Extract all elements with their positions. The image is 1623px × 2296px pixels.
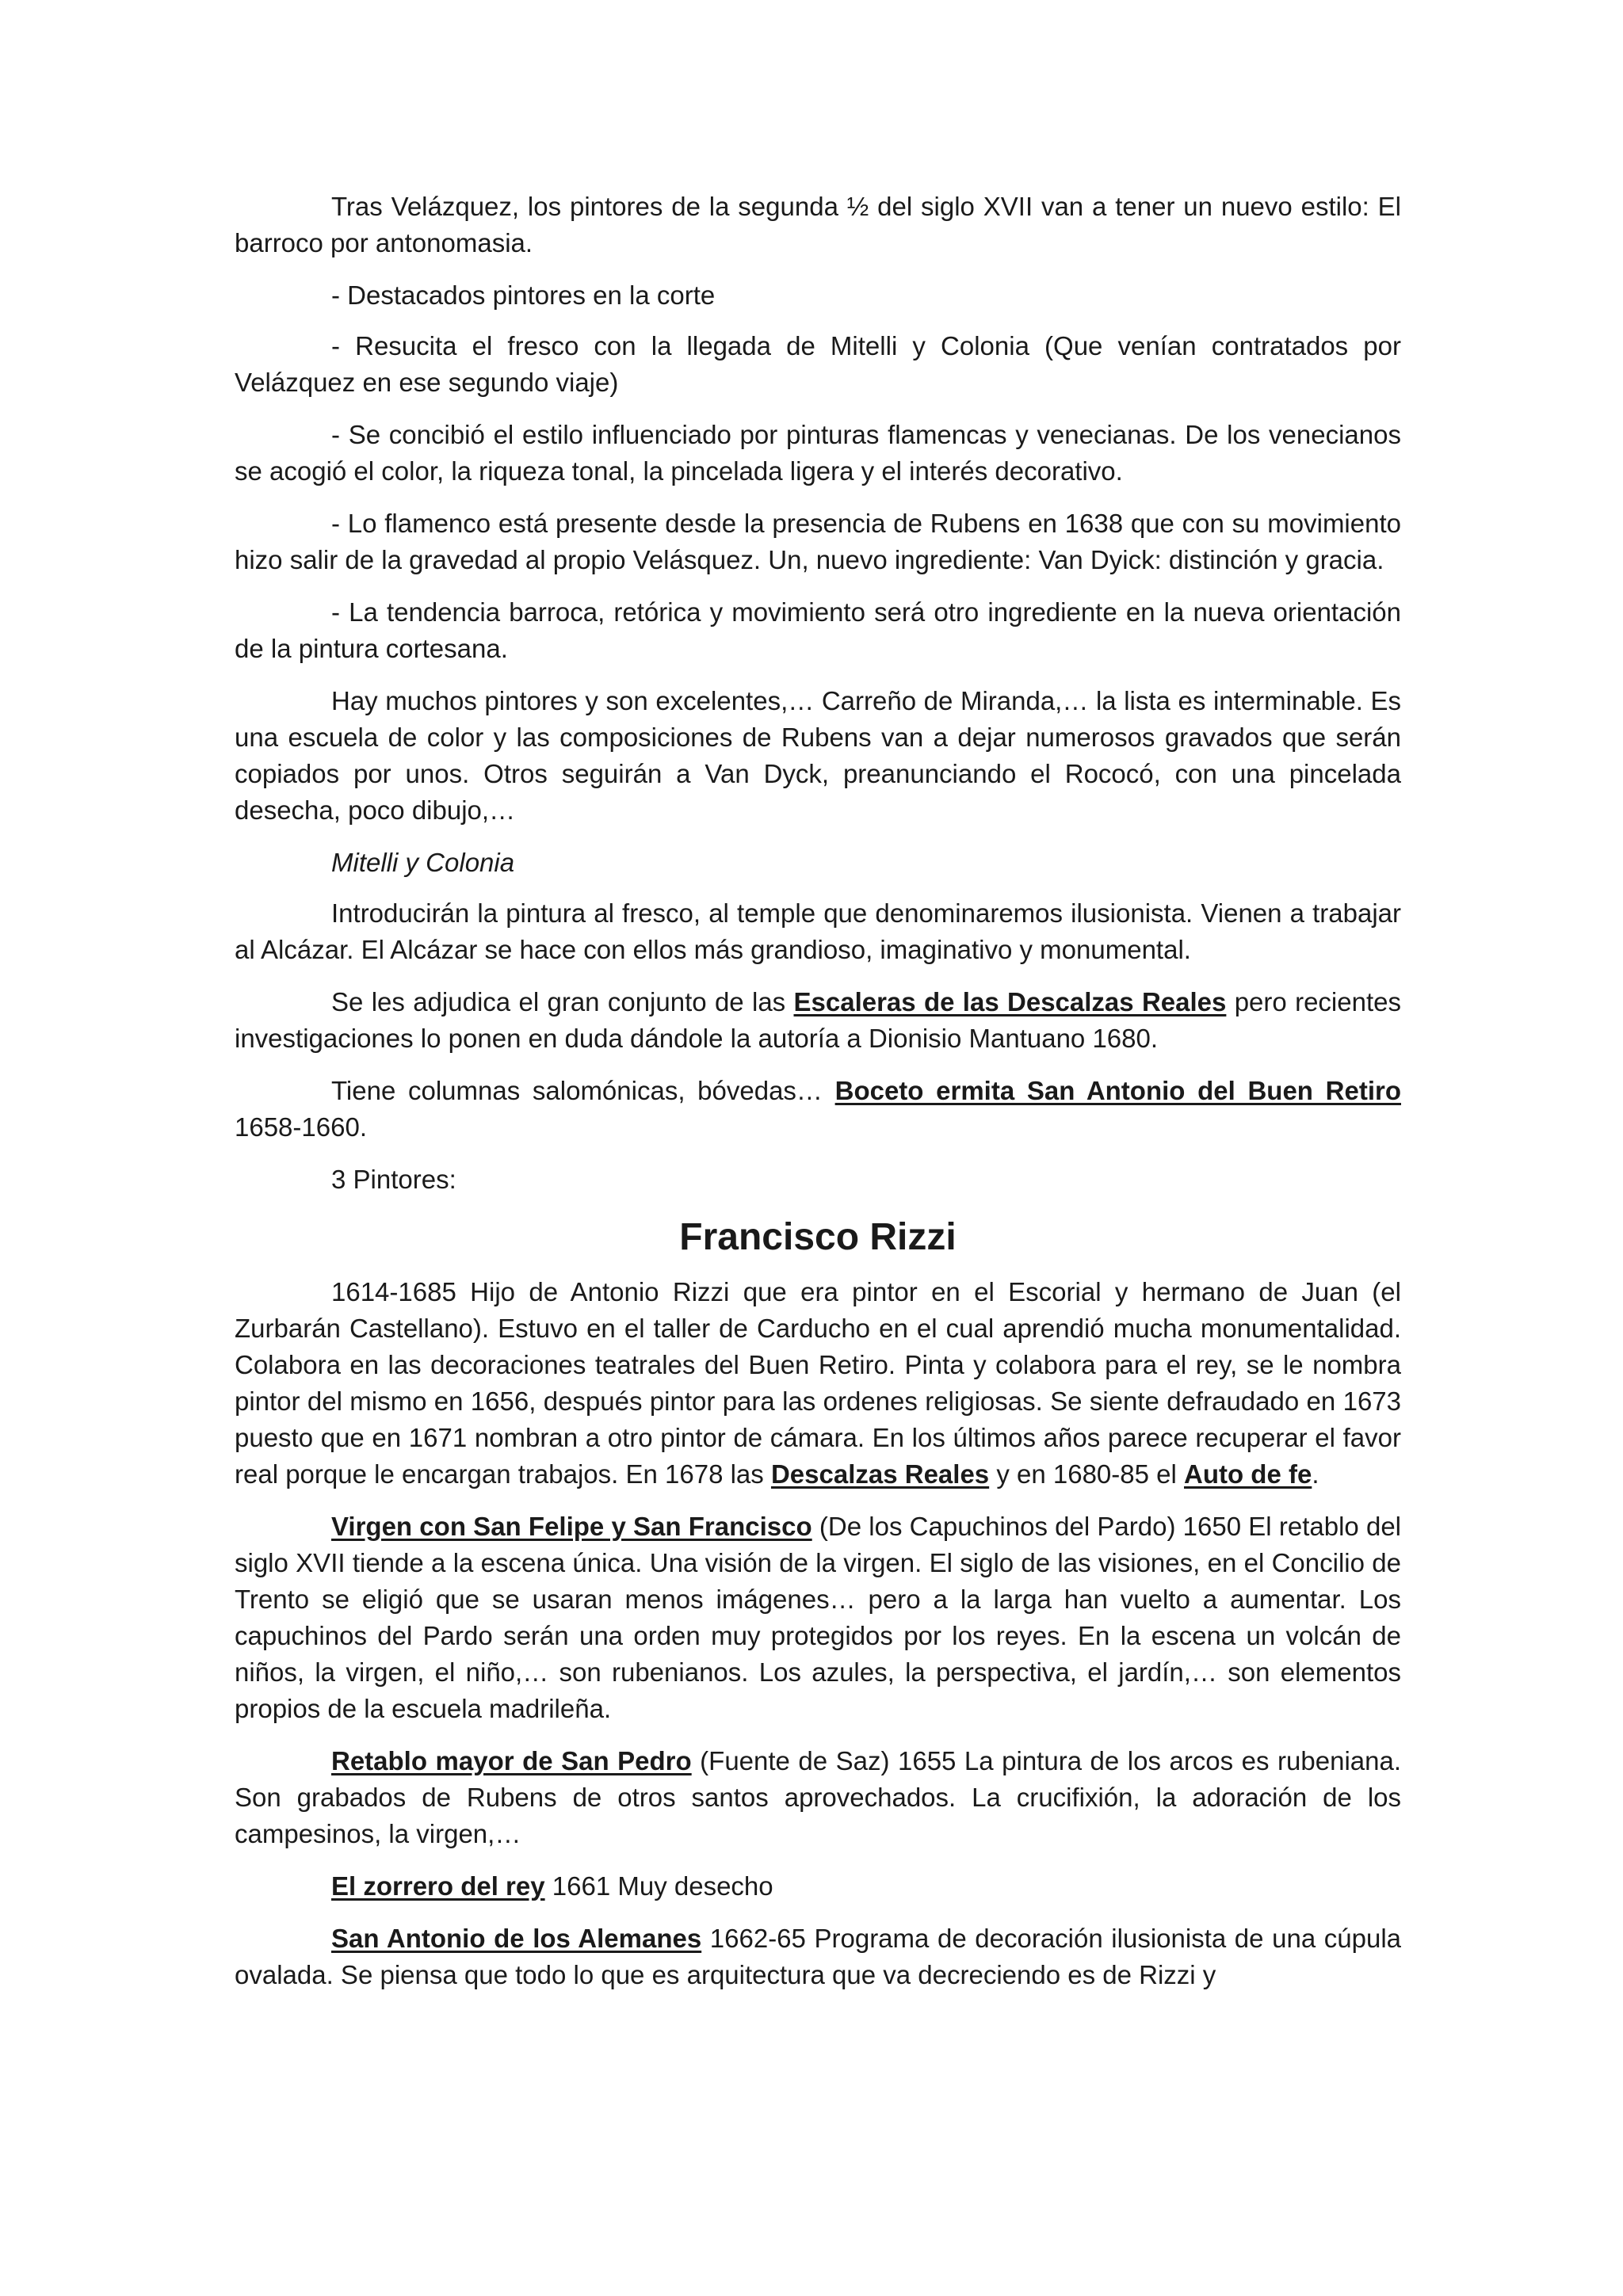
bullet-item: - Destacados pintores en la corte <box>331 280 716 310</box>
text-run: 1658-1660. <box>235 1112 367 1142</box>
bullet-item: - Lo flamenco está presente desde la presencia de Rubens en 1638 que con su movimiento hizo salir de la gravedad al propio Velásquez. Un, nuevo ingrediente: Van Dyick: distinción y gracia. <box>235 509 1401 574</box>
body-paragraph: Hay muchos pintores y son excelentes,… Carreño de Miranda,… la lista es interminable. Es una escuela de color y las composiciones de Rubens van a dejar numerosos gravados que serán copiados por unos. Otros seguirán a Van Dyck, preanunciando el Rococó, con una pincelada desecha, poco dibujo,… <box>235 686 1401 825</box>
intro-paragraph: Tras Velázquez, los pintores de la segunda ½ del siglo XVII van a tener un nuevo estilo: El barroco por antonomasia. <box>235 192 1401 257</box>
artwork-paragraph <box>235 1743 1401 1852</box>
text-run: Se les adjudica el gran conjunto de las <box>331 987 794 1016</box>
text-run: 1661 Muy desecho <box>544 1871 773 1901</box>
body-paragraph <box>235 1073 1401 1146</box>
text-run: . <box>1312 1459 1319 1489</box>
artwork-title: El zorrero del rey <box>331 1871 545 1901</box>
bullet-item: - Se concibió el estilo influenciado por pinturas flamencas y venecianas. De los venecianos se acogió el color, la riqueza tonal, la pincelada ligera y el interés decorativo. <box>235 420 1401 486</box>
artwork-paragraph <box>235 1920 1401 1993</box>
bullet-item: - La tendencia barroca, retórica y movimiento será otro ingrediente en la nueva orientación de la pintura cortesana. <box>235 597 1401 663</box>
text-run: y en 1680-85 el <box>989 1459 1184 1489</box>
artwork-reference: Escaleras de las Descalzas Reales <box>793 987 1227 1016</box>
text-run: 1662-65 Programa de decoración ilusionista de una cúpula ovalada. Se piensa que todo lo que es arquitectura que va decreciendo es de Rizzi y <box>235 1924 1402 1989</box>
text-run: Tiene columnas salomónicas, bóvedas… <box>331 1076 835 1105</box>
artwork-paragraph <box>235 1508 1401 1727</box>
body-paragraph: Introducirán la pintura al fresco, al temple que denominaremos ilusionista. Vienen a trabajar al Alcázar. El Alcázar se hace con ellos más grandioso, imaginativo y monumental. <box>235 898 1401 964</box>
text-run: (De los Capuchinos del Pardo) 1650 El retablo del siglo XVII tiende a la escena única. Una visión de la virgen. El siglo de las visiones, en el Concilio de Trento se eligió que se usaran menos imágenes… pero a la larga han vuelto a aumentar. Los capuchinos del Pardo serán una orden muy protegidos por los reyes. En la escena un volcán de niños, la virgen, el niño,… son rubenianos. Los azules, la perspectiva, el jardín,… son elementos propios de la escuela madrileña. <box>235 1512 1401 1723</box>
artwork-title: Virgen con San Felipe y San Francisco <box>331 1512 812 1541</box>
artwork-title: San Antonio de los Alemanes <box>331 1924 702 1953</box>
artwork-reference: Boceto ermita San Antonio del Buen Retiro <box>834 1076 1401 1105</box>
section-subtitle: Mitelli y Colonia <box>331 848 515 877</box>
biography-paragraph <box>235 1274 1401 1493</box>
body-paragraph: 3 Pintores: <box>331 1165 456 1194</box>
text-run: pero recientes investigaciones lo ponen en duda dándole la autoría a Dionisio Mantuano 1680. <box>235 987 1401 1053</box>
text-run: (Fuente de Saz) 1655 La pintura de los arcos es rubeniana. Son grabados de Rubens de otros santos aprovechados. La crucifixión, la adoración de los campesinos, la virgen,… <box>235 1746 1402 1848</box>
document-page <box>235 189 1401 2009</box>
artwork-title: Retablo mayor de San Pedro <box>331 1746 692 1775</box>
body-paragraph <box>235 984 1401 1057</box>
section-heading: Francisco Rizzi <box>679 1216 957 1258</box>
artwork-paragraph <box>235 1868 1401 1905</box>
artwork-reference: Auto de fe <box>1184 1459 1312 1489</box>
bullet-item: - Resucita el fresco con la llegada de Mitelli y Colonia (Que venían contratados por Velázquez en ese segundo viaje) <box>235 331 1401 397</box>
text-run: 1614-1685 Hijo de Antonio Rizzi que era pintor en el Escorial y hermano de Juan (el Zurbarán Castellano). Estuvo en el taller de Carducho en el cual aprendió mucha monumentalidad. Colabora en las decoraciones teatrales del Buen Retiro. Pinta y colabora para el rey, se le nombra pintor del mismo en 1656, después pintor para las ordenes religiosas. Se siente defraudado en 1673 puesto que en 1671 nombran a otro pintor de cámara. En los últimos años parece recuperar el favor real porque le encargan trabajos. En 1678 las <box>235 1277 1401 1489</box>
artwork-reference: Descalzas Reales <box>770 1459 990 1489</box>
